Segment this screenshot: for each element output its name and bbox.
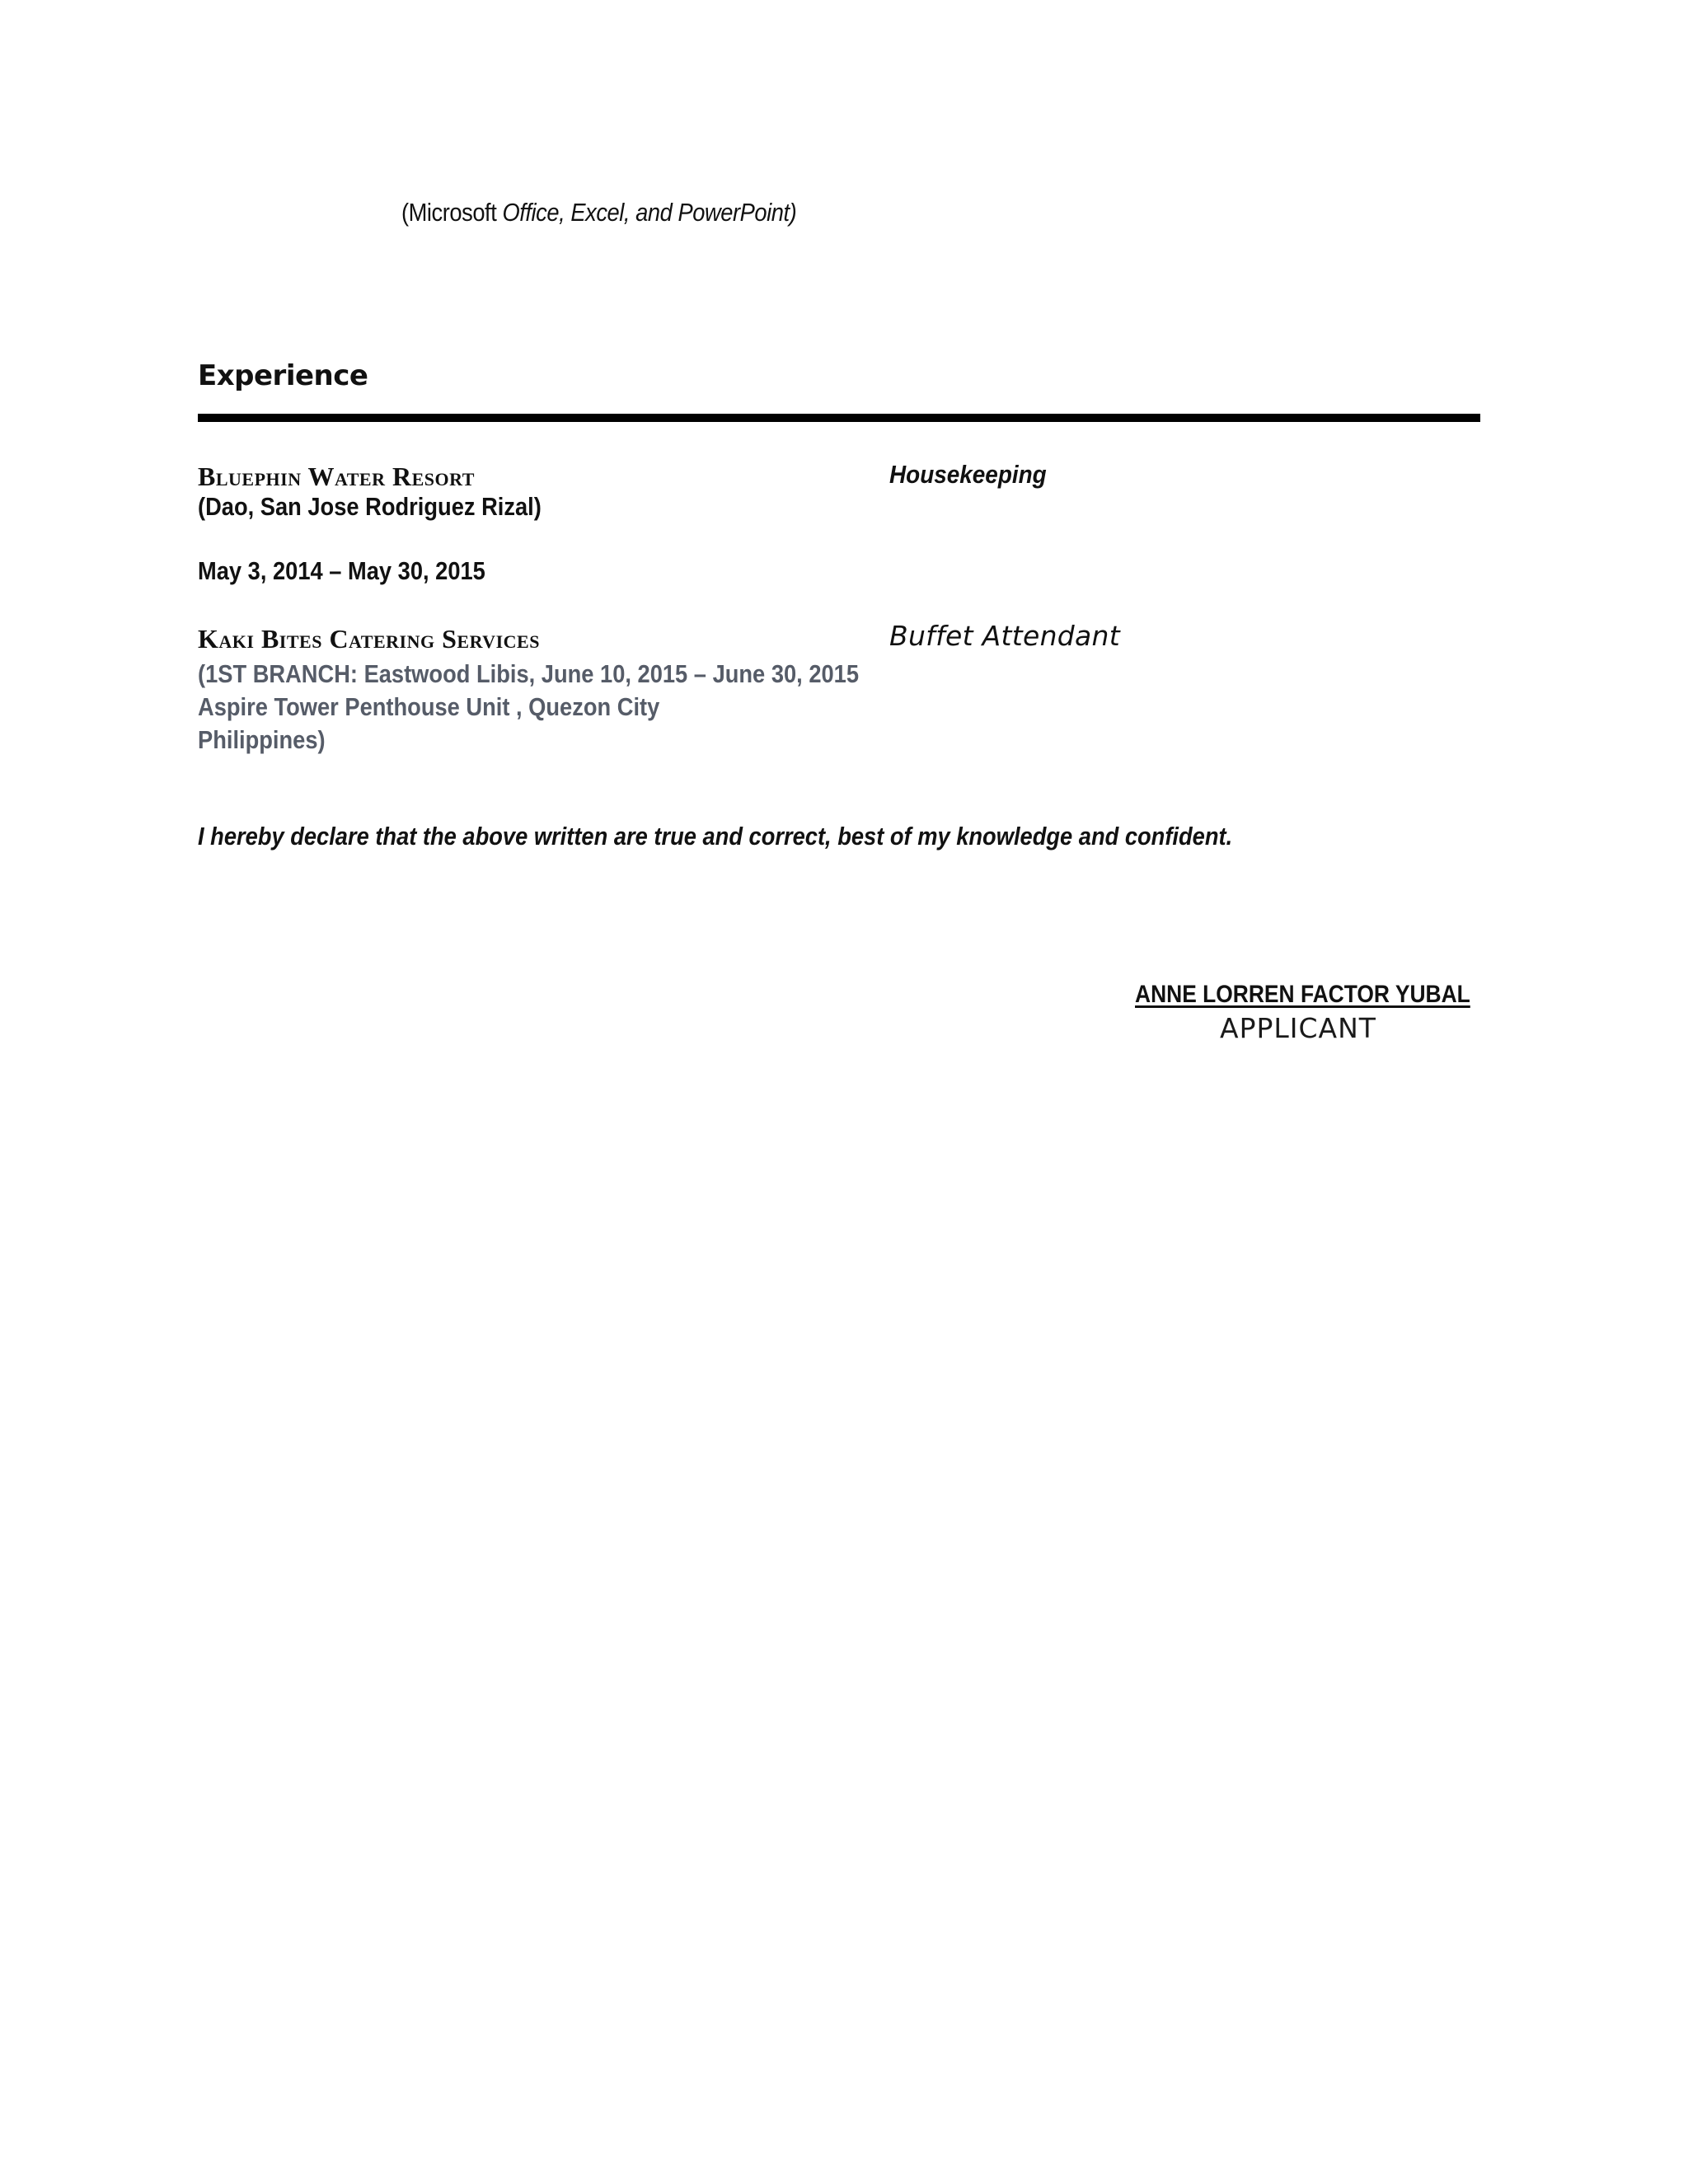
software-list: Office, Excel, and PowerPoint) — [502, 198, 797, 227]
software-skills-line — [401, 198, 796, 227]
declaration-statement: I hereby declare that the above written are true and correct, best of my knowledge and confident. — [198, 822, 1233, 851]
experience-heading: Experience — [198, 359, 368, 392]
employer-name-1: Bluephin Water Resort — [198, 462, 475, 491]
employment-dates-1: May 3, 2014 – May 30, 2015 — [198, 556, 485, 585]
section-divider — [198, 414, 1480, 422]
employer-location-2-line-1: (1ST BRANCH: Eastwood Libis, June 10, 2015 – June 30, 2015 — [198, 659, 860, 688]
software-prefix: (Microsoft — [401, 198, 503, 227]
job-role-1: Housekeeping — [889, 460, 1047, 489]
employer-location-2-line-3: Philippines) — [198, 725, 326, 754]
employer-name-2: Kaki Bites Catering Services — [198, 624, 540, 654]
applicant-name: ANNE LORREN FACTOR YUBAL — [1135, 981, 1470, 1008]
applicant-title: APPLICANT — [1220, 1012, 1376, 1044]
job-role-2: Buffet Attendant — [889, 620, 1121, 652]
employer-location-1: (Dao, San Jose Rodriguez Rizal) — [198, 492, 542, 521]
employer-location-2-line-2: Aspire Tower Penthouse Unit , Quezon City — [198, 692, 660, 721]
